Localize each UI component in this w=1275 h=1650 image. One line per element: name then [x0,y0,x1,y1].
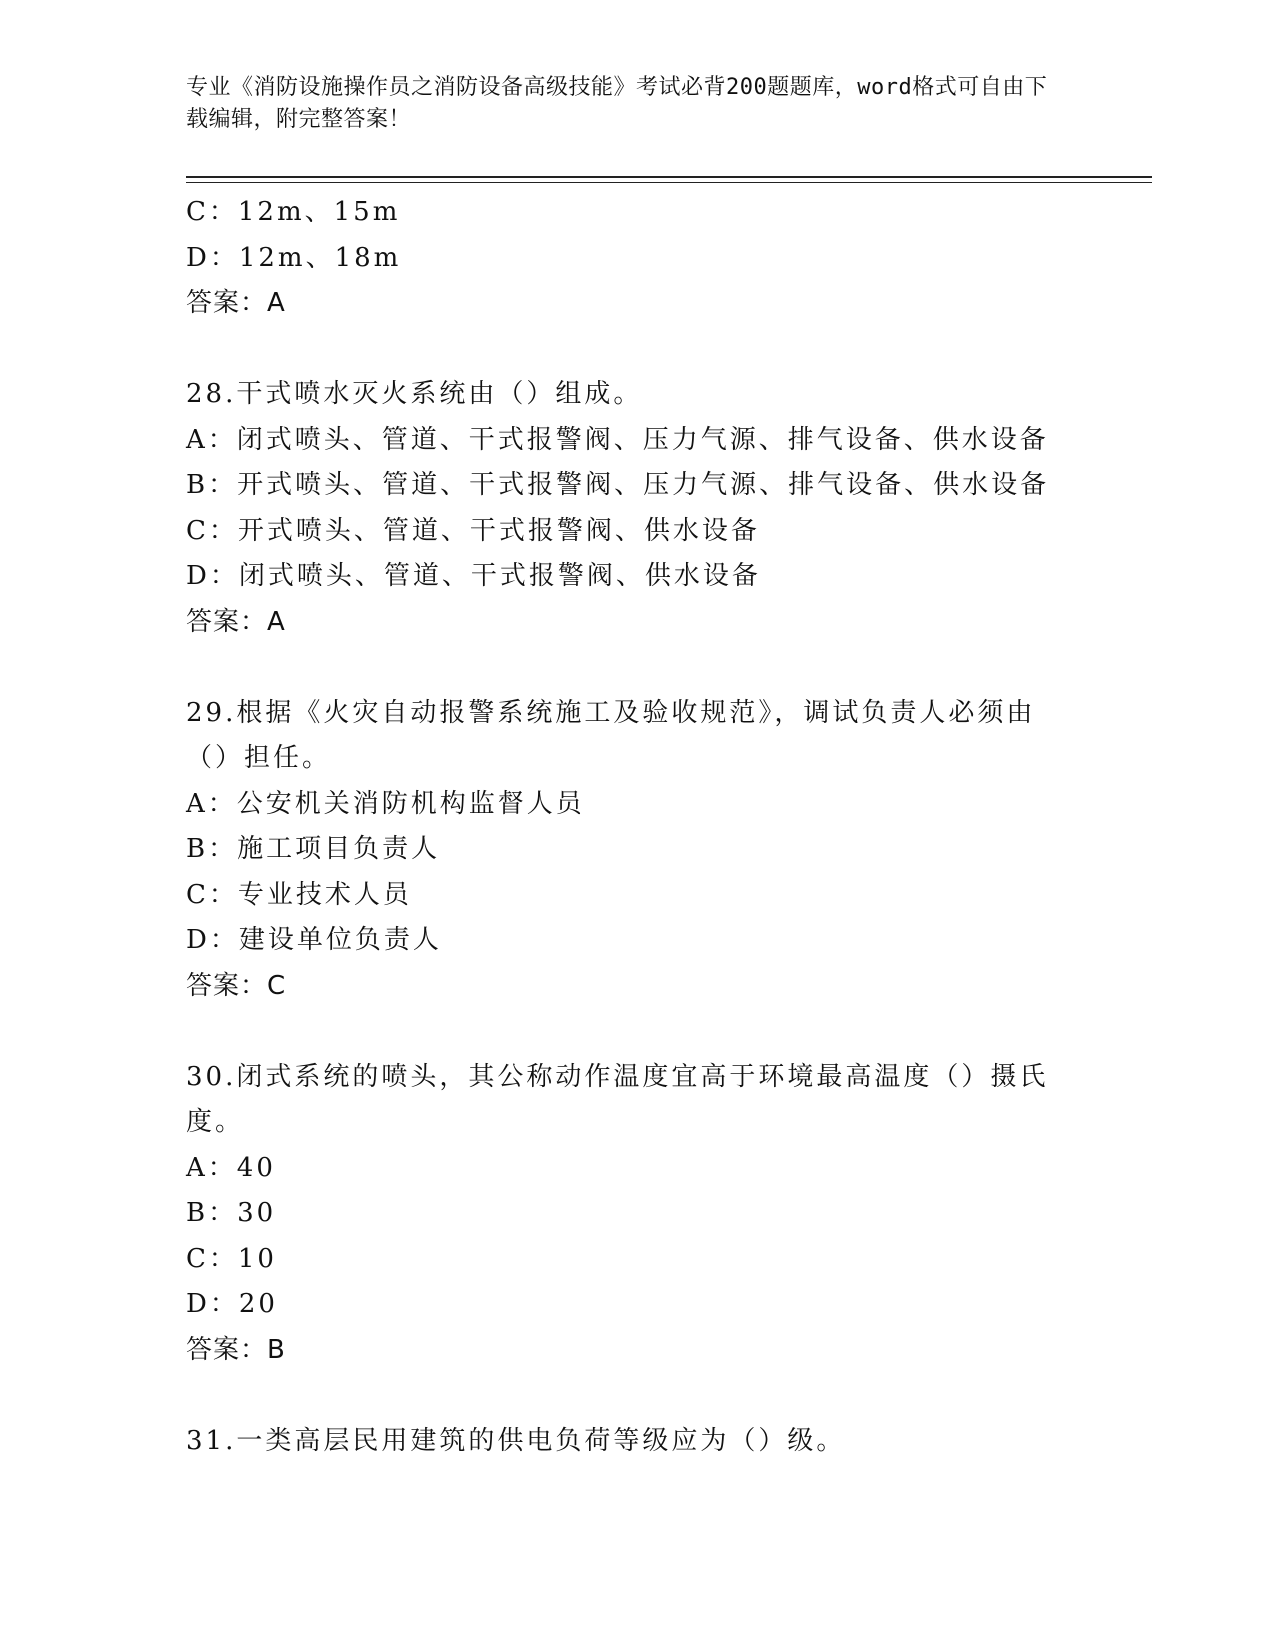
answer-line: 答案：C [186,970,287,1001]
header-rule [186,176,1152,178]
question-28: 28.干式喷水灭火系统由（）组成。 [186,379,643,409]
option-c: C：专业技术人员 [186,879,412,910]
spacer [186,1009,1066,1055]
option-c: C：10 [186,1243,277,1274]
question-31: 31.一类高层民用建筑的供电负荷等级应为（）级。 [186,1425,846,1456]
option-b: B：开式喷头、管道、干式报警阀、压力气源、排气设备、供水设备 [186,470,1050,500]
option-a: A：公安机关消防机构监督人员 [186,788,585,819]
option-d: D：闭式喷头、管道、干式报警阀、供水设备 [186,561,761,591]
option-a: A：闭式喷头、管道、干式报警阀、压力气源、排气设备、供水设备 [186,424,1049,455]
answer-line: 答案：B [186,1334,286,1365]
answer-line: 答案：A [186,606,286,637]
page-header: 专业《消防设施操作员之消防设备高级技能》考试必背200题题库，word格式可自由下载编辑，附完整答案！ [186,75,1048,132]
spacer [186,1373,1066,1419]
spacer [186,327,1066,373]
header-rule-thin [186,182,1152,183]
option-b: B：30 [186,1198,277,1228]
answer-line: 答案：A [186,288,286,318]
option-c: C：开式喷头、管道、干式报警阀、供水设备 [186,515,760,546]
question-content [186,190,1066,1464]
question-29: 29.根据《火灾自动报警系统施工及验收规范》，调试负责人必须由（）担任。 [186,697,1036,773]
question-30: 30.闭式系统的喷头，其公称动作温度宜高于环境最高温度（）摄氏度。 [186,1061,1049,1137]
option-d: D：12m、18m [186,242,402,273]
option-d: D：20 [186,1289,278,1319]
option-d: D：建设单位负责人 [186,925,442,955]
option-c: C：12m、15m [186,197,401,227]
option-a: A：40 [186,1152,276,1183]
spacer [186,645,1066,691]
option-b: B：施工项目负责人 [186,834,441,864]
